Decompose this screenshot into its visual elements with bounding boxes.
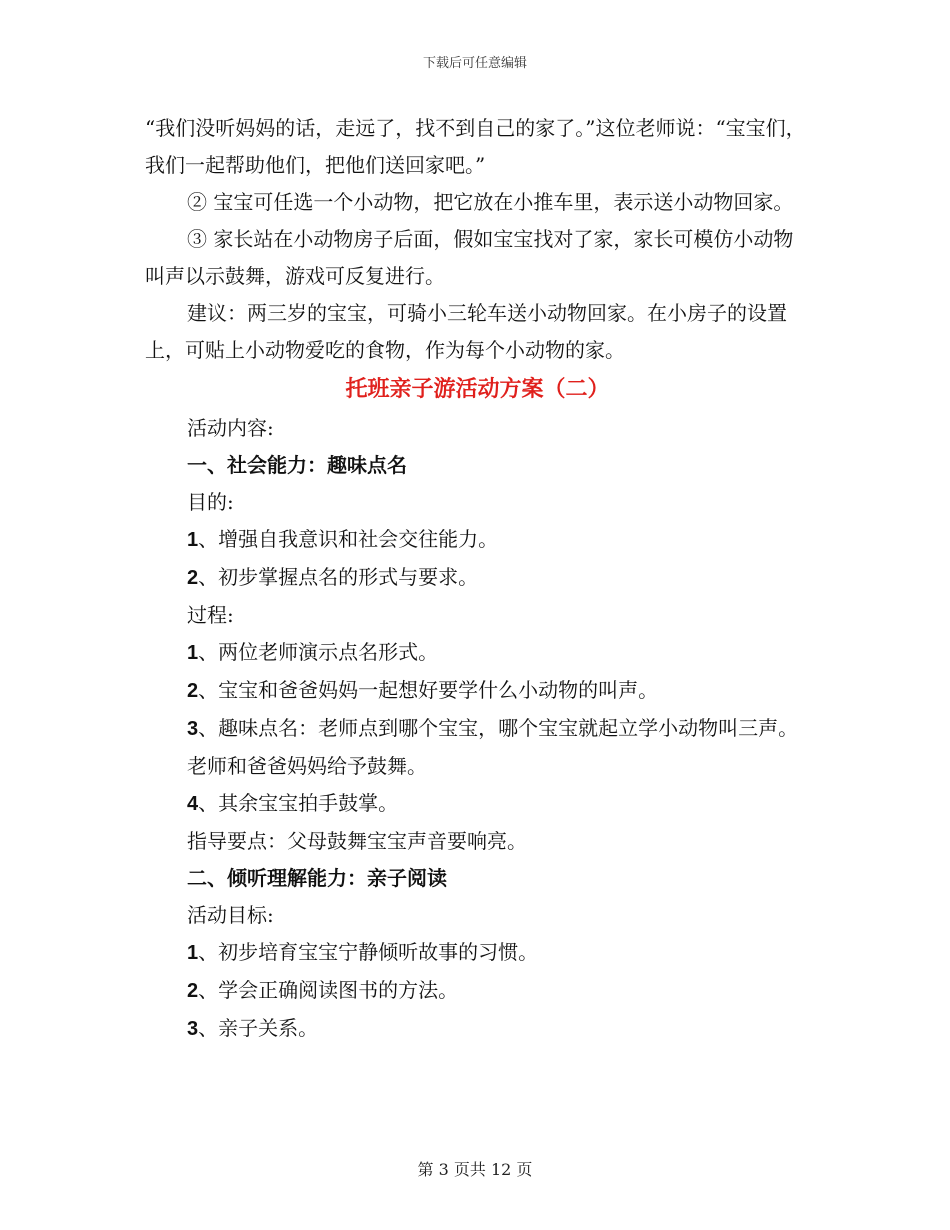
document-body [145, 110, 810, 1048]
activity-content-label: 活动内容: [187, 416, 274, 440]
section1-step-item [145, 634, 810, 672]
page-footer: 第 3 页共 12 页 [417, 1160, 533, 1179]
section1-process-label: 过程: [187, 603, 234, 627]
item-number: 3 [187, 718, 199, 740]
section2-goal-label: 活动目标: [187, 903, 274, 927]
item-text: 、趣味点名：老师点到哪个宝宝，哪个宝宝就起立学小动物叫三声。 [198, 716, 799, 740]
item-number: 1 [187, 642, 199, 664]
item-text: 、初步培育宝宝宁静倾听故事的习惯。 [198, 940, 539, 964]
item-text: 、学会正确阅读图书的方法。 [198, 978, 459, 1002]
item-number: 2 [187, 680, 199, 702]
section-title: 托班亲子游活动方案（二） [345, 376, 610, 402]
item-number: 3 [187, 1018, 199, 1040]
item-number: 1 [187, 942, 199, 964]
item-text: 、初步掌握点名的形式与要求。 [198, 565, 479, 589]
section2-goal-item [145, 934, 810, 972]
section2-goal-item [145, 1010, 810, 1048]
section1-goal-label: 目的: [187, 490, 234, 514]
page-header: 下载后可任意编辑 [422, 56, 527, 71]
item-number: 2 [187, 567, 199, 589]
item-text: 、亲子关系。 [198, 1016, 319, 1040]
section2-goal-item [145, 972, 810, 1010]
section1-encourage: 老师和爸爸妈妈给予鼓舞。 [187, 754, 427, 778]
section1-guide: 指导要点：父母鼓舞宝宝声音要响亮。 [187, 829, 527, 853]
section1-heading: 一、社会能力：趣味点名 [187, 453, 407, 477]
section1-goal-item [145, 559, 810, 597]
item-text: 、宝宝和爸爸妈妈一起想好要学什么小动物的叫声。 [198, 678, 659, 702]
section2-heading: 二、倾听理解能力：亲子阅读 [187, 866, 447, 890]
section1-goal-item [145, 521, 810, 559]
paragraph-step-3: ③ 家长站在小动物房子后面，假如宝宝找对了家，家长可模仿小动物叫声以示鼓舞，游戏可反复进行。 [145, 227, 794, 288]
section1-step-item [145, 710, 810, 748]
paragraph-suggestion: 建议：两三岁的宝宝，可骑小三轮车送小动物回家。在小房子的设置上，可贴上小动物爱吃的食物，作为每个小动物的家。 [145, 301, 787, 362]
paragraph-step-2: ② 宝宝可任选一个小动物，把它放在小推车里，表示送小动物回家。 [187, 190, 794, 214]
section1-step-item [145, 785, 810, 823]
item-text: 、两位老师演示点名形式。 [198, 640, 439, 664]
paragraph-quote: “我们没听妈妈的话，走远了，找不到自己的家了。”这位老师说：“宝宝们，我们一起帮助他们，把他们送回家吧。” [145, 116, 806, 177]
item-number: 4 [187, 793, 199, 815]
section1-step-item [145, 672, 810, 710]
item-number: 2 [187, 980, 199, 1002]
item-number: 1 [187, 529, 199, 551]
item-text: 、增强自我意识和社会交往能力。 [198, 527, 499, 551]
item-text: 、其余宝宝拍手鼓掌。 [198, 791, 399, 815]
